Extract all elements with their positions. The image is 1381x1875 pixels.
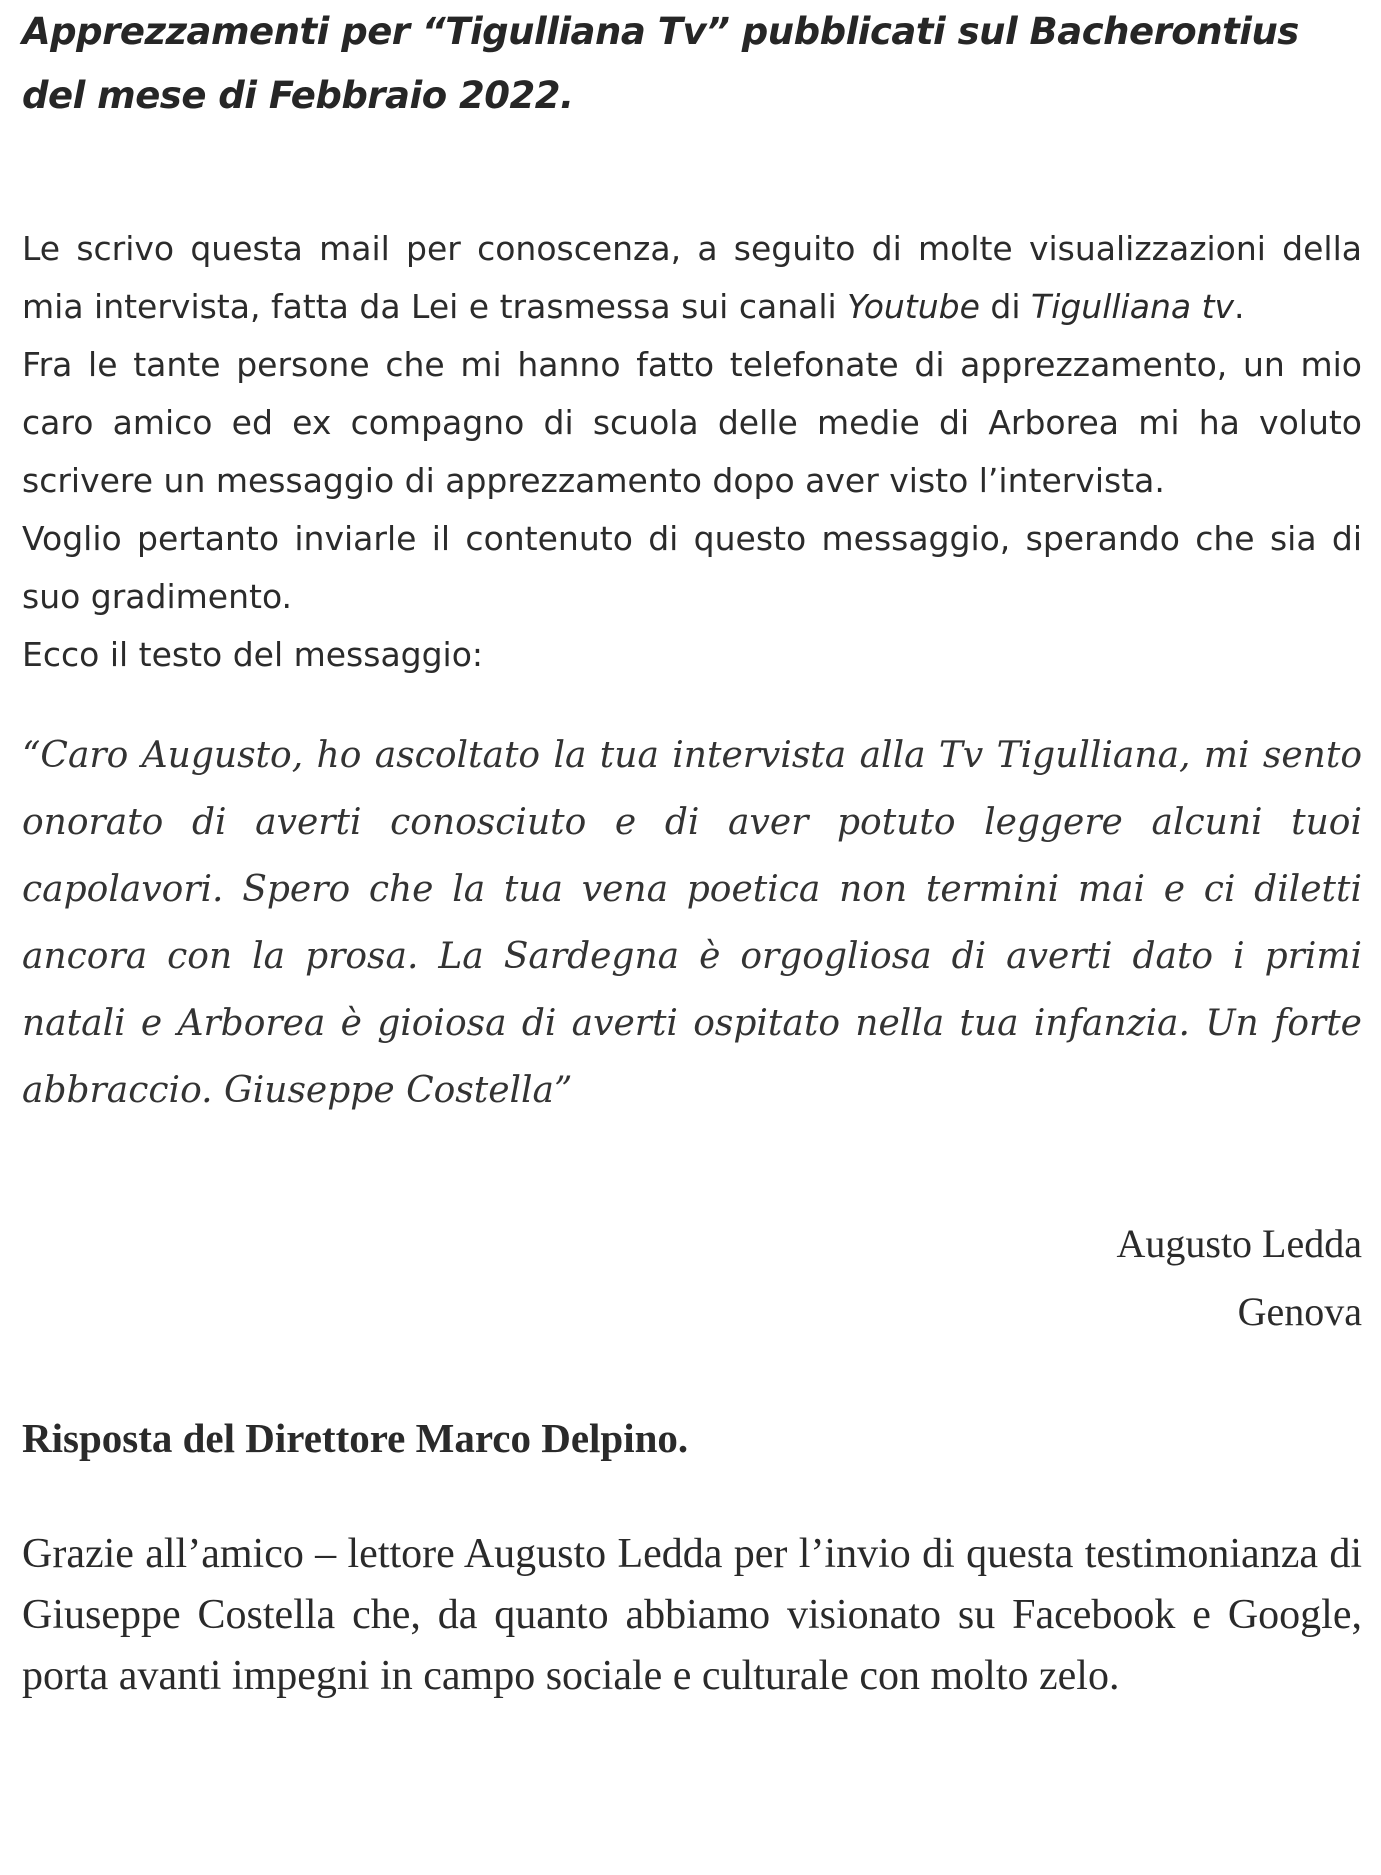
letter-body [22, 220, 1362, 684]
letter-paragraph-1 [22, 220, 1362, 336]
document-page [22, 0, 1362, 1707]
letter-paragraph-4: Ecco il testo del messaggio: [22, 635, 484, 674]
document-title [22, 0, 1362, 128]
quoted-message: “Caro Augusto, ho ascoltato la tua intervista alla Tv Tigulliana, mi sento onorato di averti conosciuto e di aver potuto leggere alcuni tuoi capolavori. Spero che la tua vena poetica non termini mai e ci diletti ancora con la prosa. La Sardegna è orgogliosa di averti dato i primi natali e Arborea è gioiosa di averti ospitato nella tua infanzia. Un forte abbraccio. Giuseppe Costella” [22, 735, 1362, 1111]
signature-block [22, 1210, 1362, 1346]
channel-reference: Tigulliana tv [1031, 287, 1235, 326]
letter-p1-middle: di [979, 287, 1032, 326]
reply-heading: Risposta del Direttore Marco Delpino. [22, 1415, 689, 1461]
reply-body: Grazie all’amico – lettore Augusto Ledda per l’invio di questa testimonianza di Giuseppe Costella che, da quanto abbiamo visionato su Facebook e Google, porta avanti impegni in campo sociale e culturale con molto zelo. [22, 1531, 1362, 1699]
signature-name: Augusto Ledda [1116, 1221, 1362, 1266]
letter-paragraph-2: Fra le tante persone che mi hanno fatto telefonate di apprezzamento, un mio caro amico ed ex compagno di scuola delle medie di Arborea mi ha voluto scrivere un messaggio di apprezzamento dopo aver visto l’intervista. [22, 345, 1362, 500]
letter-paragraph-3: Voglio pertanto inviarle il contenuto di questo messaggio, sperando che sia di suo gradimento. [22, 519, 1362, 616]
youtube-reference: Youtube [847, 287, 980, 326]
title-line-2: del mese di Febbraio 2022. [22, 74, 574, 117]
signature-city: Genova [1237, 1289, 1362, 1334]
letter-p1-end: . [1234, 287, 1245, 326]
title-line-1: Apprezzamenti per “Tigulliana Tv” pubblicati sul Bacherontius [22, 10, 1299, 53]
letter-p1-text: Le scrivo questa mail per conoscenza, a seguito di molte visualizzazioni della mia intervista, fatta da Lei e trasmessa sui canali [22, 229, 1362, 326]
